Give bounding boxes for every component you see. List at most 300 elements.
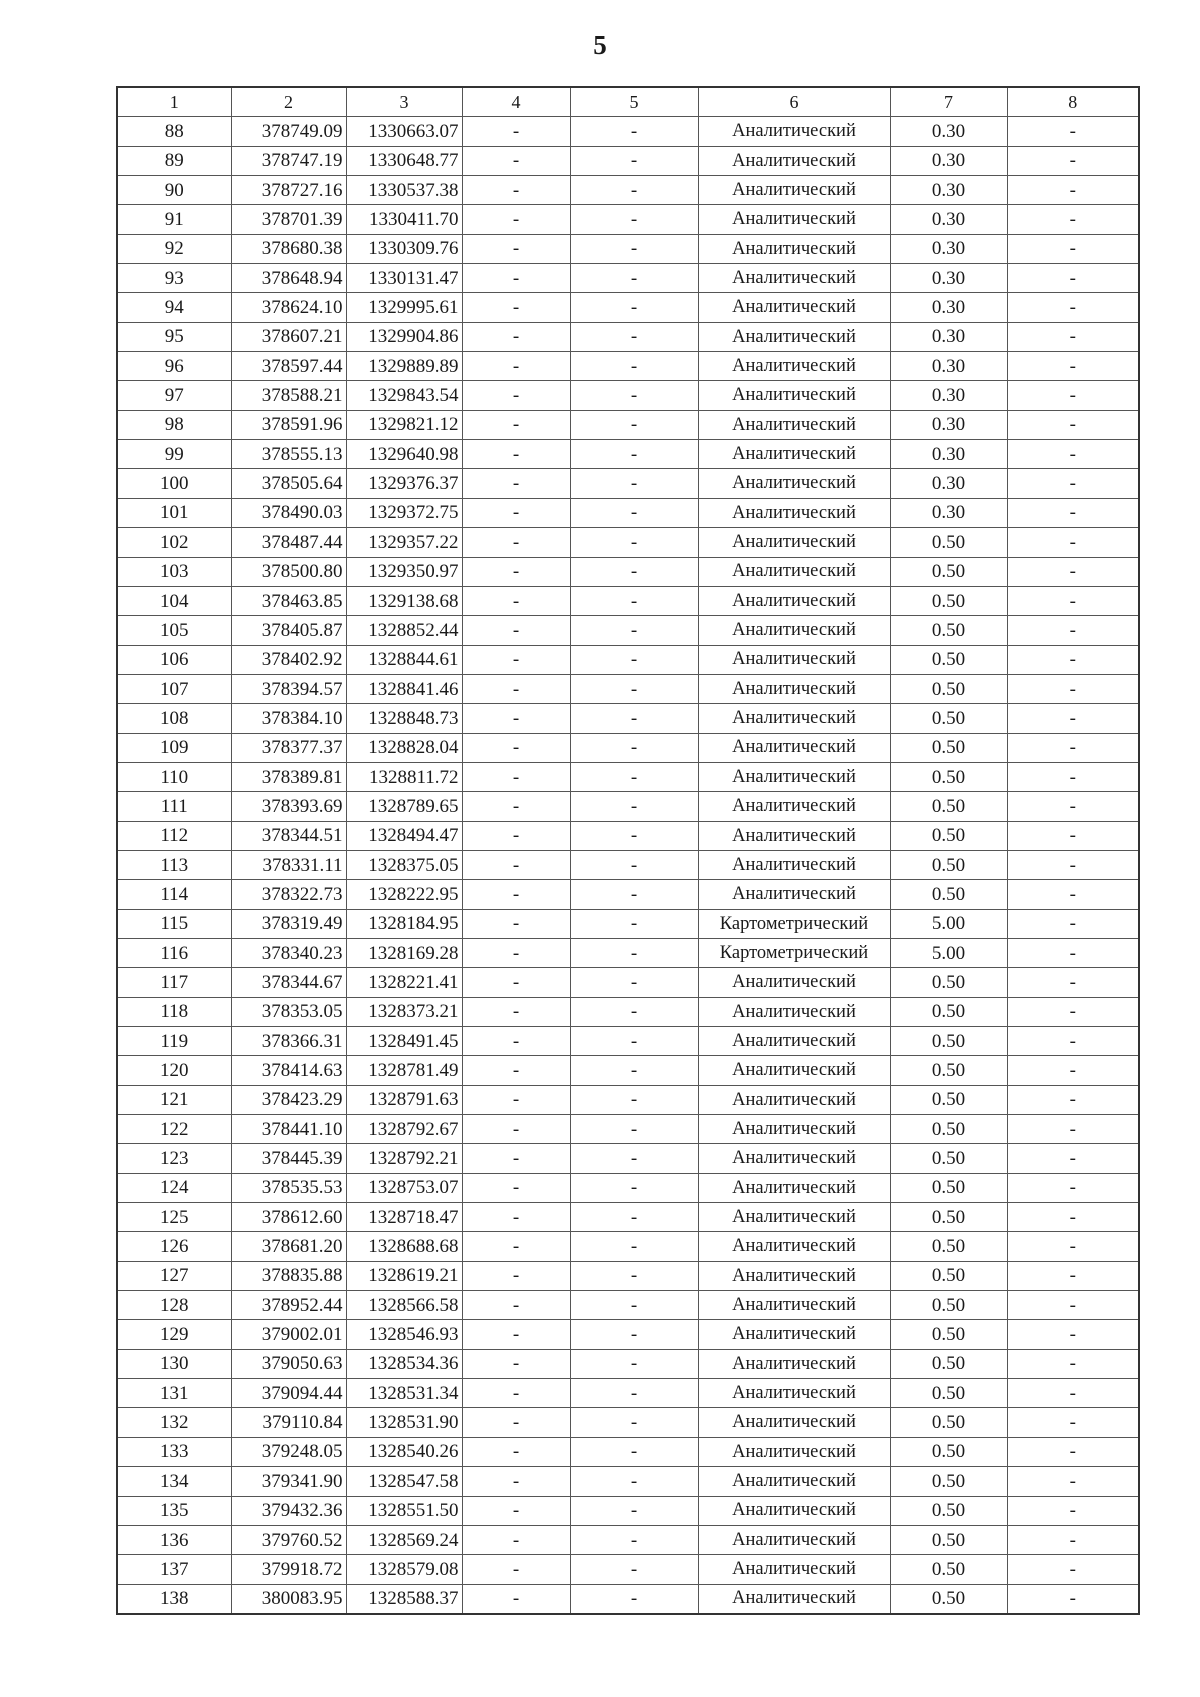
accuracy-cell: 0.50 xyxy=(890,1437,1007,1466)
accuracy-cell: 0.50 xyxy=(890,1379,1007,1408)
col4-cell: - xyxy=(462,176,570,205)
col4-cell: - xyxy=(462,264,570,293)
col8-cell: - xyxy=(1007,1349,1139,1378)
col8-cell: - xyxy=(1007,352,1139,381)
accuracy-cell: 0.50 xyxy=(890,821,1007,850)
point-number-cell: 131 xyxy=(117,1379,231,1408)
x-coordinate-cell: 378414.63 xyxy=(231,1056,346,1085)
col4-cell: - xyxy=(462,352,570,381)
x-coordinate-cell: 378405.87 xyxy=(231,616,346,645)
col8-cell: - xyxy=(1007,968,1139,997)
y-coordinate-cell: 1328848.73 xyxy=(346,704,462,733)
x-coordinate-cell: 378490.03 xyxy=(231,498,346,527)
method-cell: Аналитический xyxy=(698,440,890,469)
col5-cell: - xyxy=(570,1379,698,1408)
col4-cell: - xyxy=(462,792,570,821)
method-cell: Аналитический xyxy=(698,880,890,909)
x-coordinate-cell: 379918.72 xyxy=(231,1555,346,1584)
x-coordinate-cell: 378555.13 xyxy=(231,440,346,469)
col8-cell: - xyxy=(1007,1555,1139,1584)
point-number-cell: 105 xyxy=(117,616,231,645)
col5-cell: - xyxy=(570,146,698,175)
col8-cell: - xyxy=(1007,440,1139,469)
col8-cell: - xyxy=(1007,1584,1139,1614)
y-coordinate-cell: 1328531.34 xyxy=(346,1379,462,1408)
y-coordinate-cell: 1328841.46 xyxy=(346,674,462,703)
x-coordinate-cell: 378340.23 xyxy=(231,938,346,967)
accuracy-cell: 0.30 xyxy=(890,381,1007,410)
method-cell: Аналитический xyxy=(698,1379,890,1408)
accuracy-cell: 0.50 xyxy=(890,1232,1007,1261)
point-number-cell: 111 xyxy=(117,792,231,821)
accuracy-cell: 0.30 xyxy=(890,293,1007,322)
accuracy-cell: 0.30 xyxy=(890,322,1007,351)
accuracy-cell: 0.30 xyxy=(890,117,1007,146)
point-number-cell: 125 xyxy=(117,1203,231,1232)
coordinates-table-container xyxy=(116,86,1140,1615)
table-row xyxy=(117,293,1139,322)
method-cell: Аналитический xyxy=(698,1144,890,1173)
x-coordinate-cell: 378701.39 xyxy=(231,205,346,234)
col5-cell: - xyxy=(570,322,698,351)
col8-cell: - xyxy=(1007,821,1139,850)
x-coordinate-cell: 378366.31 xyxy=(231,1027,346,1056)
point-number-cell: 88 xyxy=(117,117,231,146)
col8-cell: - xyxy=(1007,1115,1139,1144)
col4-cell: - xyxy=(462,234,570,263)
y-coordinate-cell: 1328844.61 xyxy=(346,645,462,674)
method-cell: Аналитический xyxy=(698,234,890,263)
method-cell: Аналитический xyxy=(698,1085,890,1114)
x-coordinate-cell: 378505.64 xyxy=(231,469,346,498)
table-row xyxy=(117,264,1139,293)
accuracy-cell: 0.50 xyxy=(890,1056,1007,1085)
accuracy-cell: 0.30 xyxy=(890,176,1007,205)
col5-cell: - xyxy=(570,176,698,205)
point-number-cell: 114 xyxy=(117,880,231,909)
y-coordinate-cell: 1329138.68 xyxy=(346,586,462,615)
x-coordinate-cell: 379094.44 xyxy=(231,1379,346,1408)
x-coordinate-cell: 378952.44 xyxy=(231,1291,346,1320)
y-coordinate-cell: 1328169.28 xyxy=(346,938,462,967)
y-coordinate-cell: 1328791.63 xyxy=(346,1085,462,1114)
col4-cell: - xyxy=(462,674,570,703)
col5-cell: - xyxy=(570,1584,698,1614)
x-coordinate-cell: 378607.21 xyxy=(231,322,346,351)
table-row xyxy=(117,1173,1139,1202)
point-number-cell: 104 xyxy=(117,586,231,615)
point-number-cell: 121 xyxy=(117,1085,231,1114)
col8-cell: - xyxy=(1007,1232,1139,1261)
table-row xyxy=(117,850,1139,879)
table-row xyxy=(117,176,1139,205)
accuracy-cell: 0.30 xyxy=(890,469,1007,498)
method-cell: Аналитический xyxy=(698,1056,890,1085)
method-cell: Аналитический xyxy=(698,205,890,234)
col8-cell: - xyxy=(1007,1408,1139,1437)
y-coordinate-cell: 1328547.58 xyxy=(346,1467,462,1496)
col5-cell: - xyxy=(570,1085,698,1114)
point-number-cell: 95 xyxy=(117,322,231,351)
col5-cell: - xyxy=(570,674,698,703)
col4-cell: - xyxy=(462,968,570,997)
point-number-cell: 90 xyxy=(117,176,231,205)
accuracy-cell: 0.50 xyxy=(890,1525,1007,1554)
method-cell: Аналитический xyxy=(698,1320,890,1349)
point-number-cell: 91 xyxy=(117,205,231,234)
y-coordinate-cell: 1328789.65 xyxy=(346,792,462,821)
point-number-cell: 99 xyxy=(117,440,231,469)
table-row xyxy=(117,205,1139,234)
table-row xyxy=(117,498,1139,527)
y-coordinate-cell: 1328540.26 xyxy=(346,1437,462,1466)
y-coordinate-cell: 1328792.21 xyxy=(346,1144,462,1173)
y-coordinate-cell: 1328588.37 xyxy=(346,1584,462,1614)
point-number-cell: 138 xyxy=(117,1584,231,1614)
accuracy-cell: 0.30 xyxy=(890,234,1007,263)
accuracy-cell: 0.50 xyxy=(890,704,1007,733)
col5-cell: - xyxy=(570,1349,698,1378)
point-number-cell: 132 xyxy=(117,1408,231,1437)
table-row xyxy=(117,322,1139,351)
y-coordinate-cell: 1329889.89 xyxy=(346,352,462,381)
col5-cell: - xyxy=(570,1056,698,1085)
col8-cell: - xyxy=(1007,1027,1139,1056)
point-number-cell: 102 xyxy=(117,528,231,557)
col5-cell: - xyxy=(570,234,698,263)
col8-cell: - xyxy=(1007,528,1139,557)
table-row xyxy=(117,586,1139,615)
x-coordinate-cell: 378535.53 xyxy=(231,1173,346,1202)
y-coordinate-cell: 1328569.24 xyxy=(346,1525,462,1554)
column-header: 4 xyxy=(462,87,570,117)
col5-cell: - xyxy=(570,586,698,615)
accuracy-cell: 0.50 xyxy=(890,1085,1007,1114)
method-cell: Аналитический xyxy=(698,997,890,1026)
col5-cell: - xyxy=(570,352,698,381)
col5-cell: - xyxy=(570,1467,698,1496)
x-coordinate-cell: 378377.37 xyxy=(231,733,346,762)
method-cell: Аналитический xyxy=(698,1408,890,1437)
table-row xyxy=(117,1027,1139,1056)
accuracy-cell: 0.50 xyxy=(890,586,1007,615)
y-coordinate-cell: 1328491.45 xyxy=(346,1027,462,1056)
table-row xyxy=(117,762,1139,791)
col4-cell: - xyxy=(462,1085,570,1114)
table-row xyxy=(117,381,1139,410)
col4-cell: - xyxy=(462,498,570,527)
method-cell: Аналитический xyxy=(698,645,890,674)
x-coordinate-cell: 379432.36 xyxy=(231,1496,346,1525)
x-coordinate-cell: 378749.09 xyxy=(231,117,346,146)
col5-cell: - xyxy=(570,704,698,733)
col5-cell: - xyxy=(570,293,698,322)
col8-cell: - xyxy=(1007,733,1139,762)
col8-cell: - xyxy=(1007,469,1139,498)
accuracy-cell: 0.50 xyxy=(890,1584,1007,1614)
col8-cell: - xyxy=(1007,1379,1139,1408)
col5-cell: - xyxy=(570,557,698,586)
col5-cell: - xyxy=(570,1437,698,1466)
method-cell: Аналитический xyxy=(698,322,890,351)
method-cell: Аналитический xyxy=(698,528,890,557)
point-number-cell: 117 xyxy=(117,968,231,997)
point-number-cell: 119 xyxy=(117,1027,231,1056)
method-cell: Аналитический xyxy=(698,1232,890,1261)
point-number-cell: 93 xyxy=(117,264,231,293)
col8-cell: - xyxy=(1007,792,1139,821)
col4-cell: - xyxy=(462,850,570,879)
table-row xyxy=(117,1379,1139,1408)
table-row xyxy=(117,1056,1139,1085)
method-cell: Аналитический xyxy=(698,1203,890,1232)
table-row xyxy=(117,616,1139,645)
method-cell: Аналитический xyxy=(698,264,890,293)
col8-cell: - xyxy=(1007,850,1139,879)
col8-cell: - xyxy=(1007,234,1139,263)
y-coordinate-cell: 1328531.90 xyxy=(346,1408,462,1437)
accuracy-cell: 0.50 xyxy=(890,557,1007,586)
table-row xyxy=(117,704,1139,733)
point-number-cell: 133 xyxy=(117,1437,231,1466)
accuracy-cell: 0.50 xyxy=(890,880,1007,909)
point-number-cell: 110 xyxy=(117,762,231,791)
table-row xyxy=(117,1496,1139,1525)
x-coordinate-cell: 378648.94 xyxy=(231,264,346,293)
col8-cell: - xyxy=(1007,293,1139,322)
accuracy-cell: 0.30 xyxy=(890,440,1007,469)
col8-cell: - xyxy=(1007,205,1139,234)
col4-cell: - xyxy=(462,1379,570,1408)
x-coordinate-cell: 378500.80 xyxy=(231,557,346,586)
col5-cell: - xyxy=(570,1320,698,1349)
col5-cell: - xyxy=(570,968,698,997)
y-coordinate-cell: 1329350.97 xyxy=(346,557,462,586)
y-coordinate-cell: 1329821.12 xyxy=(346,410,462,439)
col4-cell: - xyxy=(462,1173,570,1202)
table-row xyxy=(117,880,1139,909)
table-row xyxy=(117,821,1139,850)
col5-cell: - xyxy=(570,498,698,527)
col5-cell: - xyxy=(570,1496,698,1525)
y-coordinate-cell: 1328781.49 xyxy=(346,1056,462,1085)
col8-cell: - xyxy=(1007,704,1139,733)
point-number-cell: 130 xyxy=(117,1349,231,1378)
col8-cell: - xyxy=(1007,616,1139,645)
coordinates-table xyxy=(116,86,1140,1615)
x-coordinate-cell: 378727.16 xyxy=(231,176,346,205)
method-cell: Аналитический xyxy=(698,117,890,146)
y-coordinate-cell: 1328619.21 xyxy=(346,1261,462,1290)
col4-cell: - xyxy=(462,440,570,469)
point-number-cell: 137 xyxy=(117,1555,231,1584)
col4-cell: - xyxy=(462,205,570,234)
col8-cell: - xyxy=(1007,410,1139,439)
y-coordinate-cell: 1329376.37 xyxy=(346,469,462,498)
col4-cell: - xyxy=(462,117,570,146)
table-row xyxy=(117,1408,1139,1437)
col4-cell: - xyxy=(462,938,570,967)
y-coordinate-cell: 1328852.44 xyxy=(346,616,462,645)
col5-cell: - xyxy=(570,528,698,557)
col4-cell: - xyxy=(462,1437,570,1466)
x-coordinate-cell: 378393.69 xyxy=(231,792,346,821)
y-coordinate-cell: 1328811.72 xyxy=(346,762,462,791)
col8-cell: - xyxy=(1007,146,1139,175)
accuracy-cell: 0.30 xyxy=(890,205,1007,234)
table-row xyxy=(117,1525,1139,1554)
col8-cell: - xyxy=(1007,1467,1139,1496)
y-coordinate-cell: 1328222.95 xyxy=(346,880,462,909)
accuracy-cell: 0.50 xyxy=(890,616,1007,645)
col4-cell: - xyxy=(462,1555,570,1584)
point-number-cell: 108 xyxy=(117,704,231,733)
y-coordinate-cell: 1328828.04 xyxy=(346,733,462,762)
y-coordinate-cell: 1328792.67 xyxy=(346,1115,462,1144)
y-coordinate-cell: 1328373.21 xyxy=(346,997,462,1026)
col8-cell: - xyxy=(1007,322,1139,351)
accuracy-cell: 0.50 xyxy=(890,1261,1007,1290)
point-number-cell: 106 xyxy=(117,645,231,674)
col8-cell: - xyxy=(1007,1496,1139,1525)
col8-cell: - xyxy=(1007,645,1139,674)
y-coordinate-cell: 1329904.86 xyxy=(346,322,462,351)
x-coordinate-cell: 378402.92 xyxy=(231,645,346,674)
col5-cell: - xyxy=(570,938,698,967)
column-header: 5 xyxy=(570,87,698,117)
table-row xyxy=(117,733,1139,762)
x-coordinate-cell: 378394.57 xyxy=(231,674,346,703)
table-row xyxy=(117,410,1139,439)
col4-cell: - xyxy=(462,293,570,322)
accuracy-cell: 0.50 xyxy=(890,1408,1007,1437)
accuracy-cell: 0.30 xyxy=(890,498,1007,527)
col4-cell: - xyxy=(462,645,570,674)
y-coordinate-cell: 1328753.07 xyxy=(346,1173,462,1202)
accuracy-cell: 0.30 xyxy=(890,352,1007,381)
table-row xyxy=(117,645,1139,674)
col8-cell: - xyxy=(1007,938,1139,967)
col4-cell: - xyxy=(462,322,570,351)
table-row xyxy=(117,1437,1139,1466)
col4-cell: - xyxy=(462,1027,570,1056)
x-coordinate-cell: 378344.67 xyxy=(231,968,346,997)
x-coordinate-cell: 378624.10 xyxy=(231,293,346,322)
y-coordinate-cell: 1329843.54 xyxy=(346,381,462,410)
accuracy-cell: 0.50 xyxy=(890,1291,1007,1320)
col8-cell: - xyxy=(1007,1320,1139,1349)
y-coordinate-cell: 1329640.98 xyxy=(346,440,462,469)
point-number-cell: 107 xyxy=(117,674,231,703)
x-coordinate-cell: 378835.88 xyxy=(231,1261,346,1290)
col5-cell: - xyxy=(570,1291,698,1320)
col4-cell: - xyxy=(462,1320,570,1349)
x-coordinate-cell: 379760.52 xyxy=(231,1525,346,1554)
accuracy-cell: 0.50 xyxy=(890,1027,1007,1056)
col5-cell: - xyxy=(570,645,698,674)
x-coordinate-cell: 378463.85 xyxy=(231,586,346,615)
x-coordinate-cell: 379110.84 xyxy=(231,1408,346,1437)
x-coordinate-cell: 378389.81 xyxy=(231,762,346,791)
point-number-cell: 128 xyxy=(117,1291,231,1320)
table-row xyxy=(117,1291,1139,1320)
method-cell: Аналитический xyxy=(698,792,890,821)
col4-cell: - xyxy=(462,880,570,909)
accuracy-cell: 5.00 xyxy=(890,909,1007,938)
col8-cell: - xyxy=(1007,1261,1139,1290)
column-header: 2 xyxy=(231,87,346,117)
x-coordinate-cell: 378445.39 xyxy=(231,1144,346,1173)
table-row xyxy=(117,146,1139,175)
x-coordinate-cell: 378597.44 xyxy=(231,352,346,381)
col8-cell: - xyxy=(1007,909,1139,938)
col8-cell: - xyxy=(1007,1144,1139,1173)
accuracy-cell: 0.50 xyxy=(890,1349,1007,1378)
col4-cell: - xyxy=(462,1261,570,1290)
accuracy-cell: 0.50 xyxy=(890,733,1007,762)
table-row xyxy=(117,1261,1139,1290)
method-cell: Аналитический xyxy=(698,1584,890,1614)
accuracy-cell: 0.50 xyxy=(890,968,1007,997)
col5-cell: - xyxy=(570,880,698,909)
method-cell: Аналитический xyxy=(698,381,890,410)
col4-cell: - xyxy=(462,997,570,1026)
col4-cell: - xyxy=(462,1525,570,1554)
accuracy-cell: 0.50 xyxy=(890,1115,1007,1144)
y-coordinate-cell: 1330411.70 xyxy=(346,205,462,234)
method-cell: Аналитический xyxy=(698,1525,890,1554)
col8-cell: - xyxy=(1007,880,1139,909)
accuracy-cell: 0.30 xyxy=(890,264,1007,293)
x-coordinate-cell: 379248.05 xyxy=(231,1437,346,1466)
method-cell: Аналитический xyxy=(698,1437,890,1466)
method-cell: Аналитический xyxy=(698,293,890,322)
col4-cell: - xyxy=(462,1408,570,1437)
accuracy-cell: 0.50 xyxy=(890,762,1007,791)
x-coordinate-cell: 379002.01 xyxy=(231,1320,346,1349)
y-coordinate-cell: 1329357.22 xyxy=(346,528,462,557)
table-row xyxy=(117,469,1139,498)
point-number-cell: 94 xyxy=(117,293,231,322)
col4-cell: - xyxy=(462,909,570,938)
point-number-cell: 124 xyxy=(117,1173,231,1202)
column-header: 3 xyxy=(346,87,462,117)
col8-cell: - xyxy=(1007,557,1139,586)
col8-cell: - xyxy=(1007,1085,1139,1114)
point-number-cell: 126 xyxy=(117,1232,231,1261)
point-number-cell: 109 xyxy=(117,733,231,762)
y-coordinate-cell: 1329372.75 xyxy=(346,498,462,527)
col8-cell: - xyxy=(1007,1056,1139,1085)
column-header: 1 xyxy=(117,87,231,117)
col5-cell: - xyxy=(570,1408,698,1437)
col4-cell: - xyxy=(462,381,570,410)
y-coordinate-cell: 1328718.47 xyxy=(346,1203,462,1232)
table-row xyxy=(117,440,1139,469)
method-cell: Аналитический xyxy=(698,762,890,791)
y-coordinate-cell: 1330537.38 xyxy=(346,176,462,205)
method-cell: Аналитический xyxy=(698,1496,890,1525)
col4-cell: - xyxy=(462,1115,570,1144)
y-coordinate-cell: 1330648.77 xyxy=(346,146,462,175)
col8-cell: - xyxy=(1007,1291,1139,1320)
table-row xyxy=(117,909,1139,938)
col4-cell: - xyxy=(462,1349,570,1378)
col5-cell: - xyxy=(570,1261,698,1290)
point-number-cell: 113 xyxy=(117,850,231,879)
col4-cell: - xyxy=(462,1291,570,1320)
col5-cell: - xyxy=(570,1173,698,1202)
